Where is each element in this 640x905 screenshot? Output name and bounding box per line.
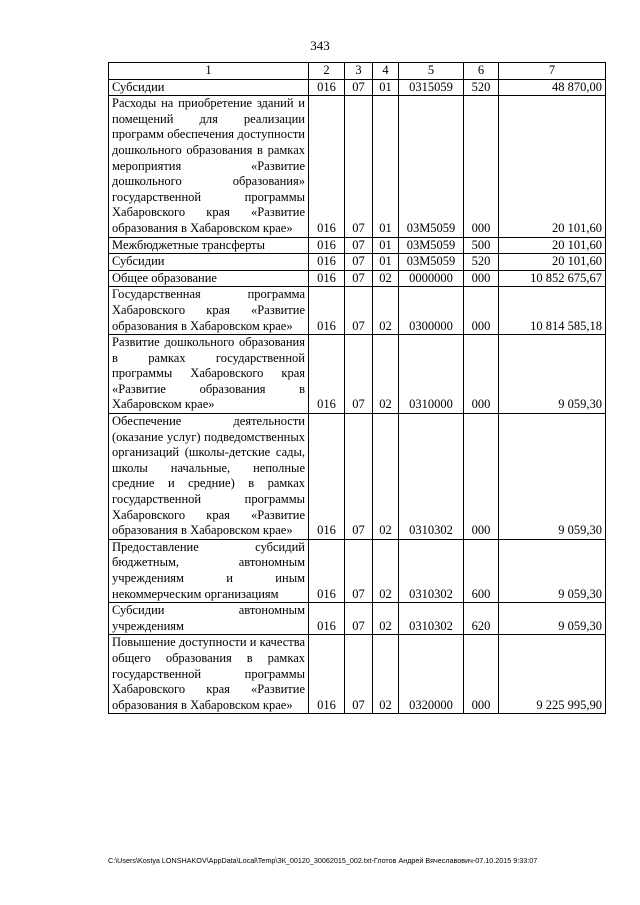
- code-cell-2: 016: [309, 335, 345, 414]
- code-cell-5: 0310000: [399, 335, 464, 414]
- amount-cell: 20 101,60: [499, 96, 606, 237]
- code-cell-3: 07: [345, 254, 373, 271]
- code-cell-2: 016: [309, 79, 345, 96]
- amount-cell: 10 814 585,18: [499, 287, 606, 335]
- code-cell-4: 02: [373, 335, 399, 414]
- code-cell-3: 07: [345, 635, 373, 714]
- code-cell-5: 0300000: [399, 287, 464, 335]
- amount-cell: 9 059,30: [499, 335, 606, 414]
- code-cell-6: 000: [464, 335, 499, 414]
- amount-cell: 9 059,30: [499, 603, 606, 635]
- code-cell-6: 500: [464, 237, 499, 254]
- amount-cell: 20 101,60: [499, 237, 606, 254]
- code-cell-2: 016: [309, 414, 345, 540]
- row-name-cell: Субсидии: [109, 79, 309, 96]
- code-cell-5: 0310302: [399, 603, 464, 635]
- header-cell: 2: [309, 63, 345, 80]
- table-row: [109, 539, 606, 602]
- code-cell-4: 01: [373, 237, 399, 254]
- code-cell-4: 02: [373, 414, 399, 540]
- code-cell-5: 03М5059: [399, 237, 464, 254]
- code-cell-2: 016: [309, 254, 345, 271]
- code-cell-6: 000: [464, 414, 499, 540]
- code-cell-5: 0310302: [399, 414, 464, 540]
- code-cell-6: 000: [464, 96, 499, 237]
- code-cell-4: 02: [373, 287, 399, 335]
- code-cell-4: 02: [373, 635, 399, 714]
- code-cell-3: 07: [345, 287, 373, 335]
- table-row: [109, 335, 606, 414]
- table-header: [109, 63, 606, 80]
- code-cell-6: 000: [464, 287, 499, 335]
- code-cell-3: 07: [345, 603, 373, 635]
- code-cell-5: 0320000: [399, 635, 464, 714]
- row-name-cell: Обеспечение деятельности (оказание услуг) подведомственных организаций (школы-детские сады, школы начальные, неполные средние и средние) в рамках государственной программы Хабаровского края «Развитие образования в Хабаровском крае»: [109, 414, 309, 540]
- code-cell-6: 520: [464, 79, 499, 96]
- row-name-cell: Повышение доступности и качества общего образования в рамках государственной программы Хабаровского края «Развитие образования в Хабаровском крае»: [109, 635, 309, 714]
- header-cell: 3: [345, 63, 373, 80]
- code-cell-4: 01: [373, 79, 399, 96]
- code-cell-5: 03М5059: [399, 96, 464, 237]
- code-cell-4: 02: [373, 539, 399, 602]
- code-cell-2: 016: [309, 539, 345, 602]
- code-cell-3: 07: [345, 79, 373, 96]
- code-cell-2: 016: [309, 237, 345, 254]
- row-name-cell: Межбюджетные трансферты: [109, 237, 309, 254]
- amount-cell: 10 852 675,67: [499, 270, 606, 287]
- amount-cell: 48 870,00: [499, 79, 606, 96]
- code-cell-2: 016: [309, 270, 345, 287]
- amount-cell: 9 059,30: [499, 539, 606, 602]
- code-cell-3: 07: [345, 270, 373, 287]
- header-cell: 6: [464, 63, 499, 80]
- row-name-cell: Развитие дошкольного образования в рамках государственной программы Хабаровского края «Развитие образования в Хабаровском крае»: [109, 335, 309, 414]
- code-cell-6: 000: [464, 270, 499, 287]
- code-cell-3: 07: [345, 414, 373, 540]
- header-cell: 5: [399, 63, 464, 80]
- code-cell-6: 000: [464, 635, 499, 714]
- table-row: [109, 603, 606, 635]
- table-row: [109, 254, 606, 271]
- code-cell-5: 0315059: [399, 79, 464, 96]
- code-cell-5: 0000000: [399, 270, 464, 287]
- table-row: [109, 414, 606, 540]
- code-cell-3: 07: [345, 237, 373, 254]
- code-cell-3: 07: [345, 96, 373, 237]
- row-name-cell: Субсидии автономным учреждениям: [109, 603, 309, 635]
- table-row: [109, 79, 606, 96]
- code-cell-2: 016: [309, 96, 345, 237]
- code-cell-4: 02: [373, 603, 399, 635]
- code-cell-4: 01: [373, 96, 399, 237]
- code-cell-2: 016: [309, 603, 345, 635]
- row-name-cell: Предоставление субсидий бюджетным, автономным учреждениям и иным некоммерческим организациям: [109, 539, 309, 602]
- file-path-footer: C:\Users\Kostya LONSHAKOV\AppData\Local\Temp\ЗК_00120_30062015_002.txt-Глотов Андрей Вячеславович-07.10.2015 9:33:07: [108, 856, 538, 865]
- table-row: [109, 237, 606, 254]
- code-cell-2: 016: [309, 635, 345, 714]
- code-cell-4: 02: [373, 270, 399, 287]
- code-cell-5: 03М5059: [399, 254, 464, 271]
- code-cell-6: 620: [464, 603, 499, 635]
- code-cell-4: 01: [373, 254, 399, 271]
- amount-cell: 9 225 995,90: [499, 635, 606, 714]
- code-cell-6: 600: [464, 539, 499, 602]
- header-cell: 7: [499, 63, 606, 80]
- row-name-cell: Субсидии: [109, 254, 309, 271]
- code-cell-3: 07: [345, 335, 373, 414]
- budget-table: [108, 62, 606, 714]
- code-cell-5: 0310302: [399, 539, 464, 602]
- row-name-cell: Общее образование: [109, 270, 309, 287]
- table-row: [109, 287, 606, 335]
- code-cell-2: 016: [309, 287, 345, 335]
- code-cell-3: 07: [345, 539, 373, 602]
- table-row: [109, 635, 606, 714]
- table-row: [109, 96, 606, 237]
- code-cell-6: 520: [464, 254, 499, 271]
- header-cell: 1: [109, 63, 309, 80]
- header-cell: 4: [373, 63, 399, 80]
- amount-cell: 9 059,30: [499, 414, 606, 540]
- amount-cell: 20 101,60: [499, 254, 606, 271]
- row-name-cell: Государственная программа Хабаровского края «Развитие образования в Хабаровском крае»: [109, 287, 309, 335]
- page-number: 343: [310, 38, 330, 53]
- row-name-cell: Расходы на приобретение зданий и помещений для реализации программ обеспечения доступности дошкольного образования в рамках мероприятия «Развитие дошкольного образования» государственной программы Хабаровского края «Развитие образования в Хабаровском крае»: [109, 96, 309, 237]
- table-row: [109, 270, 606, 287]
